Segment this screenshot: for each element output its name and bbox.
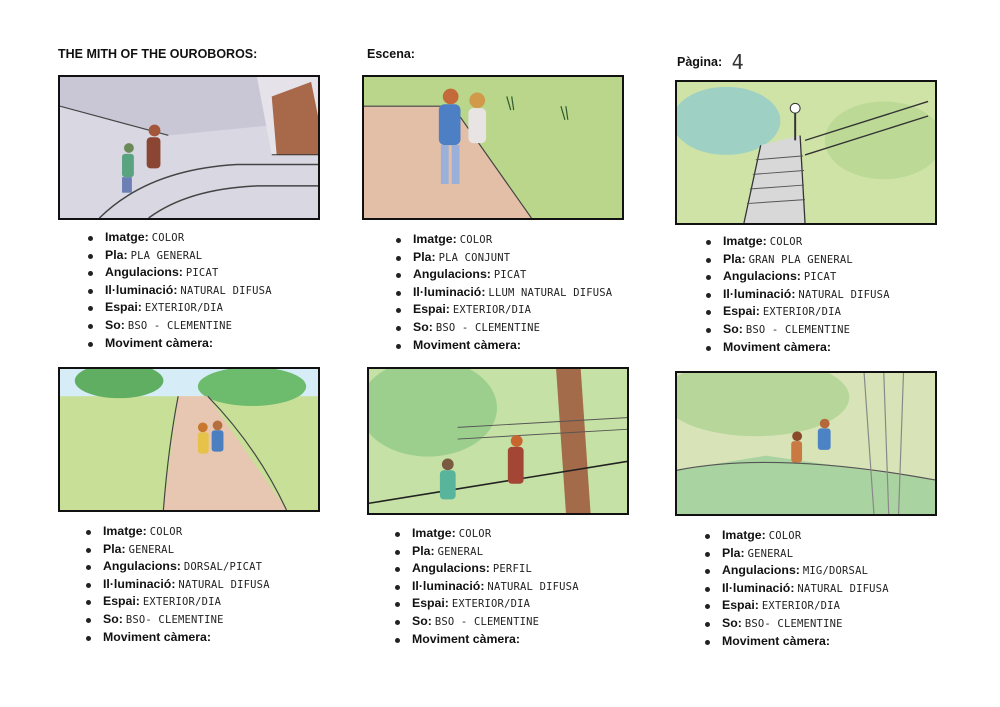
- angulacions-row: Angulacions: DORSAL/PICAT: [84, 558, 374, 576]
- panel-3-details: [704, 233, 994, 356]
- moviment-row: Moviment càmera:: [393, 631, 683, 649]
- moviment-row: Moviment càmera:: [394, 337, 684, 355]
- iluminacio-row: Il·luminació: NATURAL DIFUSA: [86, 282, 376, 300]
- moviment-row: Moviment càmera:: [703, 633, 993, 651]
- espai-row: Espai: EXTERIOR/DIA: [703, 597, 993, 615]
- storyboard-frame-4: [58, 367, 320, 512]
- so-row: So: BSO- CLEMENTINE: [703, 615, 993, 633]
- angulacions-row: Angulacions: PICAT: [394, 266, 684, 284]
- pla-row: Pla: GRAN PLA GENERAL: [704, 251, 994, 269]
- espai-row: Espai: EXTERIOR/DIA: [86, 299, 376, 317]
- imatge-row: Imatge: COLOR: [393, 525, 683, 543]
- imatge-row: Imatge: COLOR: [84, 523, 374, 541]
- imatge-row: Imatge: COLOR: [703, 527, 993, 545]
- pla-row: Pla: GENERAL: [84, 541, 374, 559]
- imatge-row: Imatge: COLOR: [394, 231, 684, 249]
- espai-row: Espai: EXTERIOR/DIA: [704, 303, 994, 321]
- panel-4-details: [84, 523, 374, 646]
- iluminacio-row: Il·luminació: NATURAL DIFUSA: [393, 578, 683, 596]
- frame-2-drawing: [364, 77, 622, 218]
- storyboard-frame-2: [362, 75, 624, 220]
- so-row: So: BSO - CLEMENTINE: [393, 613, 683, 631]
- panel-5-details: [393, 525, 683, 648]
- frame-6-drawing: [677, 373, 935, 514]
- pla-row: Pla: GENERAL: [393, 543, 683, 561]
- imatge-row: Imatge: COLOR: [704, 233, 994, 251]
- frame-4-drawing: [60, 369, 318, 510]
- so-row: So: BSO - CLEMENTINE: [86, 317, 376, 335]
- frame-3-drawing: [677, 82, 935, 223]
- page-number: 4: [731, 50, 744, 74]
- angulacions-row: Angulacions: PICAT: [704, 268, 994, 286]
- espai-row: Espai: EXTERIOR/DIA: [394, 301, 684, 319]
- moviment-row: Moviment càmera:: [84, 629, 374, 647]
- pla-row: Pla: GENERAL: [703, 545, 993, 563]
- storyboard-frame-6: [675, 371, 937, 516]
- moviment-row: Moviment càmera:: [86, 335, 376, 353]
- espai-row: Espai: EXTERIOR/DIA: [393, 595, 683, 613]
- panel-6-details: [703, 527, 993, 650]
- imatge-row: Imatge: COLOR: [86, 229, 376, 247]
- storyboard-frame-5: [367, 367, 629, 515]
- so-row: So: BSO - CLEMENTINE: [394, 319, 684, 337]
- frame-5-drawing: [369, 369, 627, 513]
- storyboard-frame-1: [58, 75, 320, 220]
- panel-1-details: [86, 229, 376, 352]
- pla-row: Pla: PLA GENERAL: [86, 247, 376, 265]
- iluminacio-row: Il·luminació: NATURAL DIFUSA: [703, 580, 993, 598]
- angulacions-row: Angulacions: PERFIL: [393, 560, 683, 578]
- moviment-row: Moviment càmera:: [704, 339, 994, 357]
- iluminacio-row: Il·luminació: NATURAL DIFUSA: [704, 286, 994, 304]
- so-row: So: BSO - CLEMENTINE: [704, 321, 994, 339]
- page-label-group: [677, 47, 744, 74]
- scene-label: Escena:: [367, 47, 415, 61]
- panel-2-details: [394, 231, 684, 354]
- iluminacio-row: Il·luminació: LLUM NATURAL DIFUSA: [394, 284, 684, 302]
- pla-row: Pla: PLA CONJUNT: [394, 249, 684, 267]
- storyboard-frame-3: [675, 80, 937, 225]
- espai-row: Espai: EXTERIOR/DIA: [84, 593, 374, 611]
- angulacions-row: Angulacions: PICAT: [86, 264, 376, 282]
- iluminacio-row: Il·luminació: NATURAL DIFUSA: [84, 576, 374, 594]
- page-label: Pàgina:: [677, 55, 723, 69]
- frame-1-drawing: [60, 77, 318, 218]
- angulacions-row: Angulacions: MIG/DORSAL: [703, 562, 993, 580]
- so-row: So: BSO- CLEMENTINE: [84, 611, 374, 629]
- storyboard-title: THE MITH OF THE OUROBOROS:: [58, 47, 258, 61]
